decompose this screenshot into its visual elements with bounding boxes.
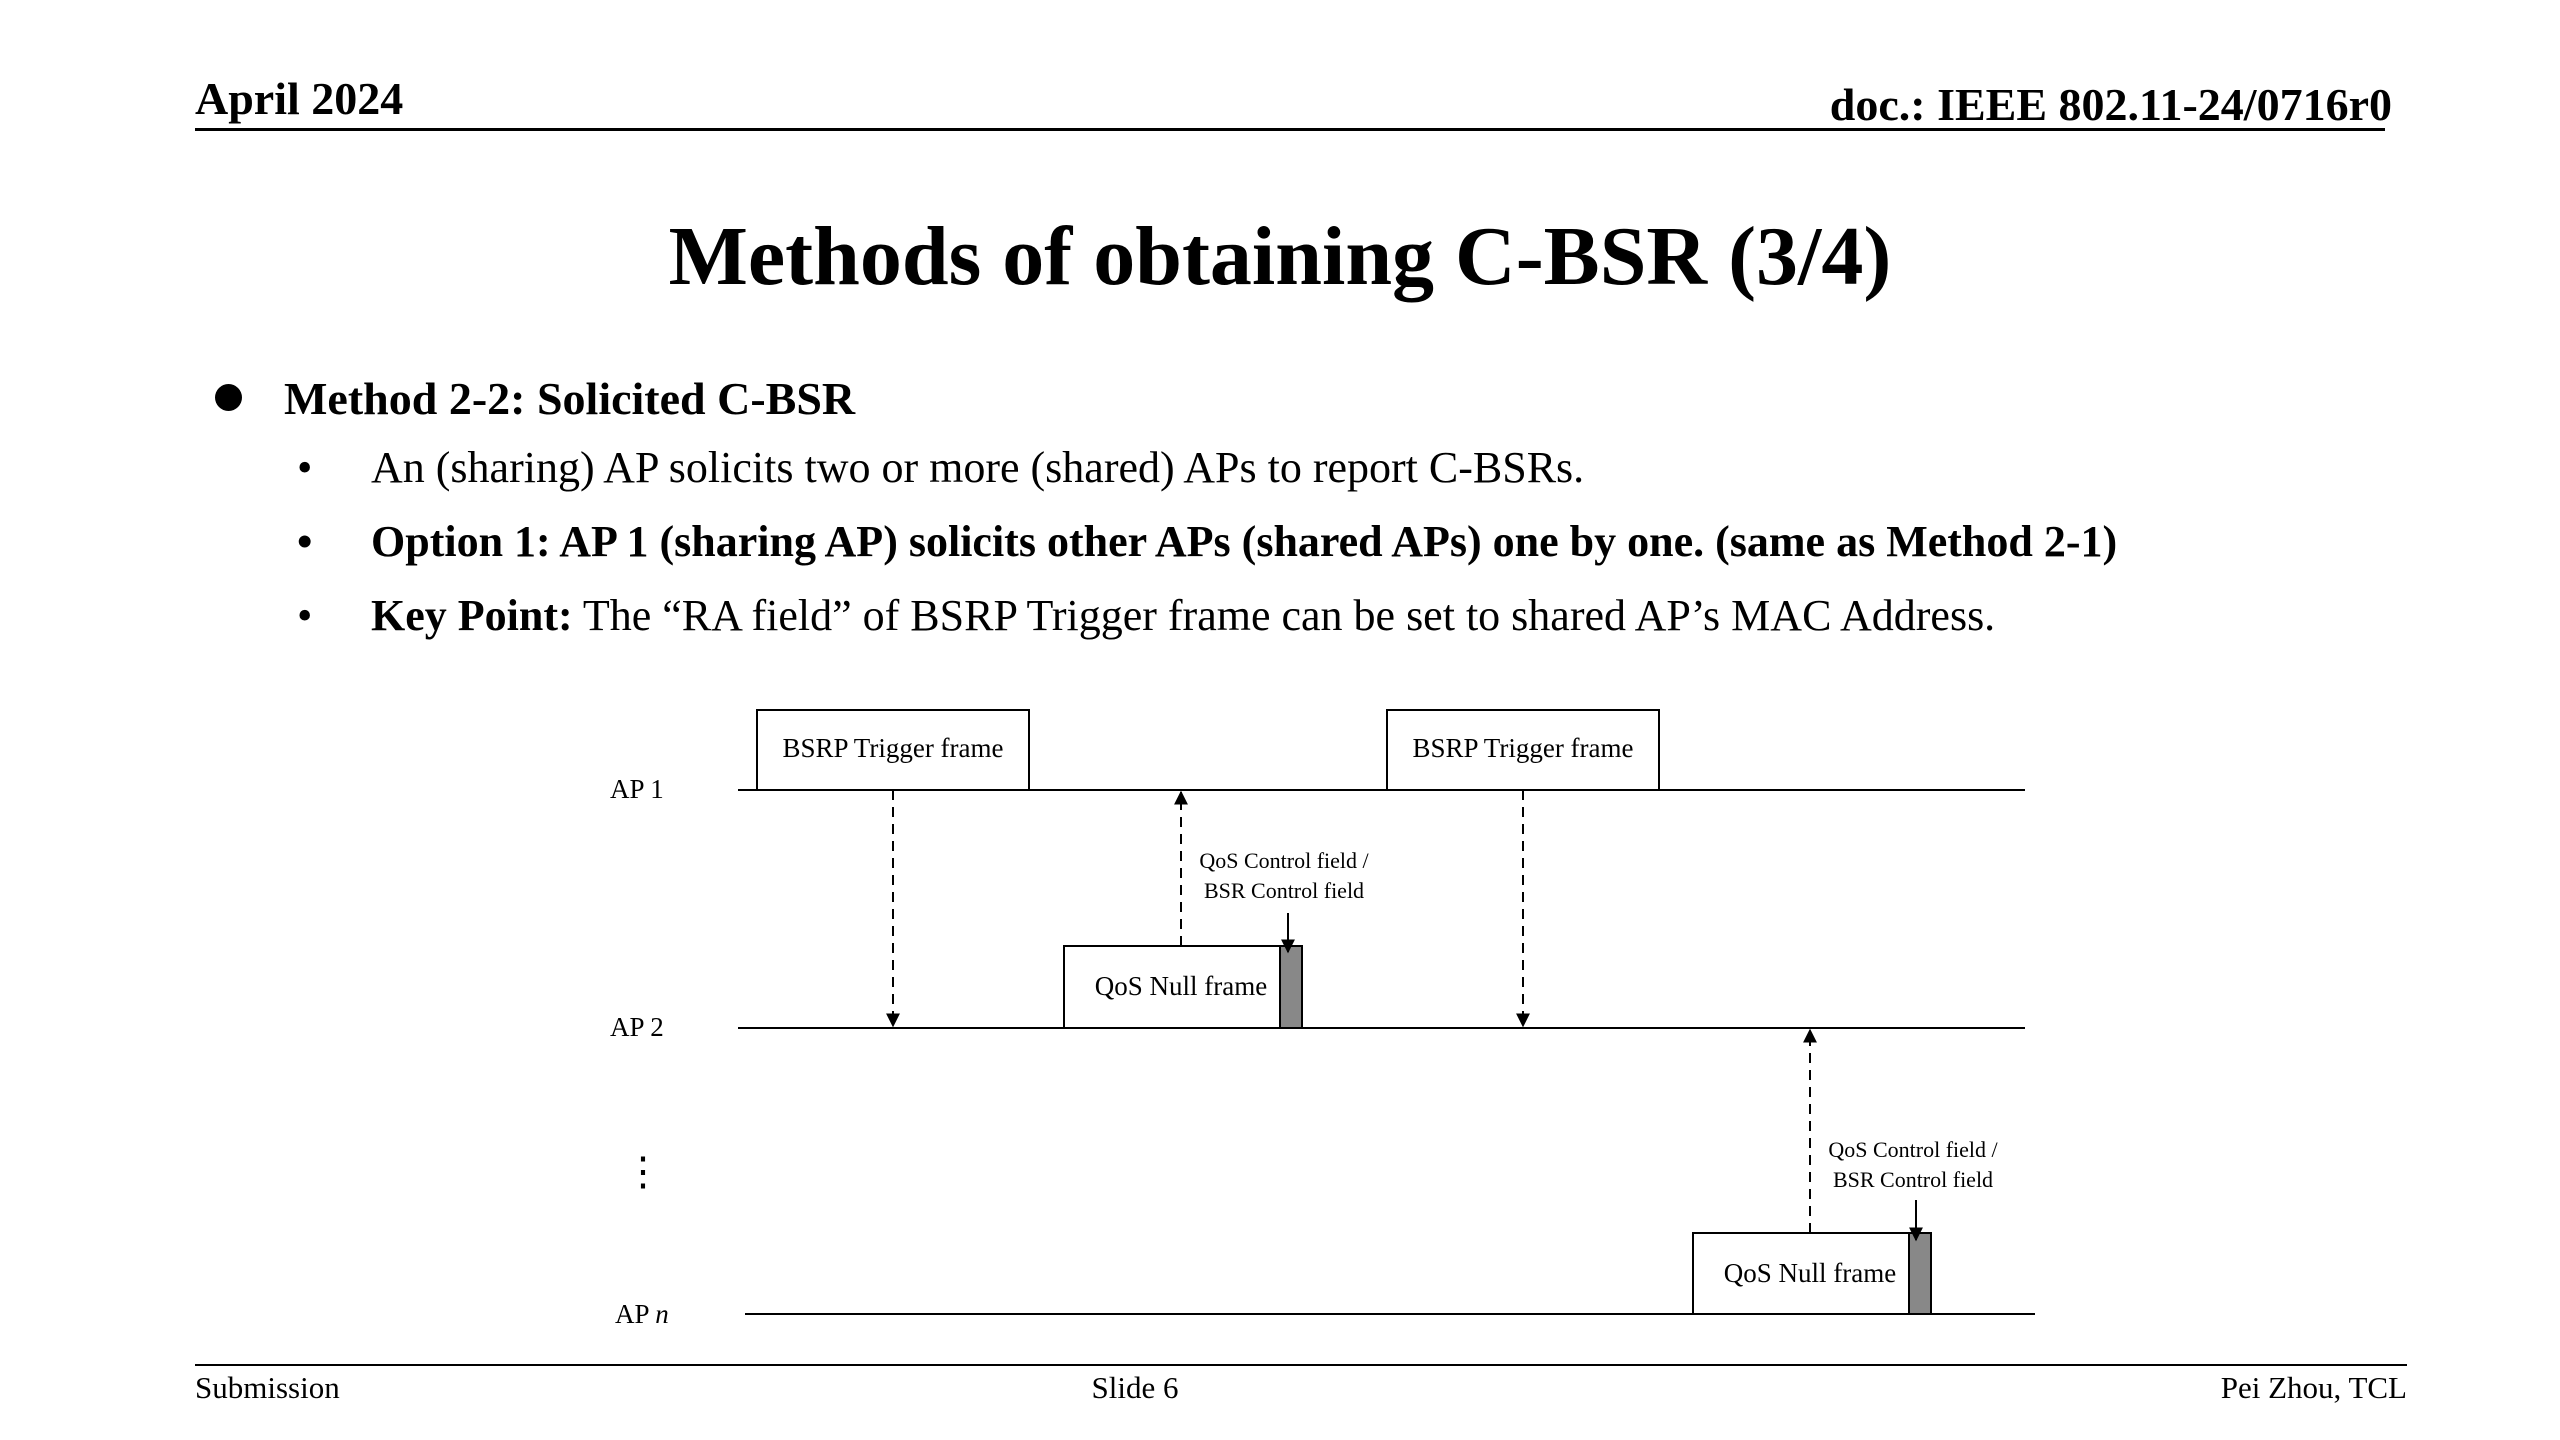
sub-bullet-3-label: Key Point:	[371, 591, 573, 640]
annotation-2-line-1: QoS Control field /	[1828, 1137, 1998, 1162]
sub-bullet-marker: •	[297, 443, 313, 492]
slide-title: Methods of obtaining C-BSR (3/4)	[668, 210, 1892, 303]
bullet-main-text: Method 2-2: Solicited C-BSR	[284, 373, 856, 424]
footer-divider	[195, 1364, 2407, 1366]
qos-null-frame-2-label: QoS Null frame	[1723, 1258, 1897, 1288]
bsrp-trigger-frame-1-label: BSRP Trigger frame	[782, 733, 1004, 763]
footer-author: Pei Zhou, TCL	[2220, 1370, 2407, 1405]
apn-label-prefix: AP	[615, 1299, 656, 1329]
sub-bullet-marker: •	[297, 591, 313, 640]
header-doc-id: doc.: IEEE 802.11-24/0716r0	[1829, 79, 2392, 130]
apn-label	[615, 1299, 669, 1329]
sub-bullet-3-text: The “RA field” of BSRP Trigger frame can be set to shared AP’s MAC Address.	[572, 591, 1996, 640]
footer-slide-number: Slide 6	[1091, 1370, 1179, 1405]
sub-bullet-2-text: Option 1: AP 1 (sharing AP) solicits other APs (shared APs) one by one. (same as Method 2-1)	[371, 517, 2118, 566]
annotation-2-line-2: BSR Control field	[1832, 1167, 1994, 1192]
ap2-label: AP 2	[610, 1012, 664, 1042]
qos-null-frame-1-bsr-field	[1280, 946, 1302, 1028]
annotation-1-line-2: BSR Control field	[1203, 878, 1365, 903]
qos-null-frame-2-bsr-field	[1909, 1233, 1931, 1314]
vertical-ellipsis-icon: ⋮	[623, 1149, 663, 1194]
footer-left: Submission	[195, 1370, 340, 1405]
sub-bullet-marker: •	[297, 517, 313, 566]
apn-label-n: n	[655, 1299, 669, 1329]
ap1-label: AP 1	[610, 774, 664, 804]
bsrp-trigger-frame-2-label: BSRP Trigger frame	[1412, 733, 1634, 763]
header-date: April 2024	[195, 73, 404, 124]
qos-null-frame-1-label: QoS Null frame	[1094, 971, 1268, 1001]
sub-bullet-1-text: An (sharing) AP solicits two or more (shared) APs to report C-BSRs.	[371, 443, 1585, 492]
annotation-1-line-1: QoS Control field /	[1199, 848, 1369, 873]
